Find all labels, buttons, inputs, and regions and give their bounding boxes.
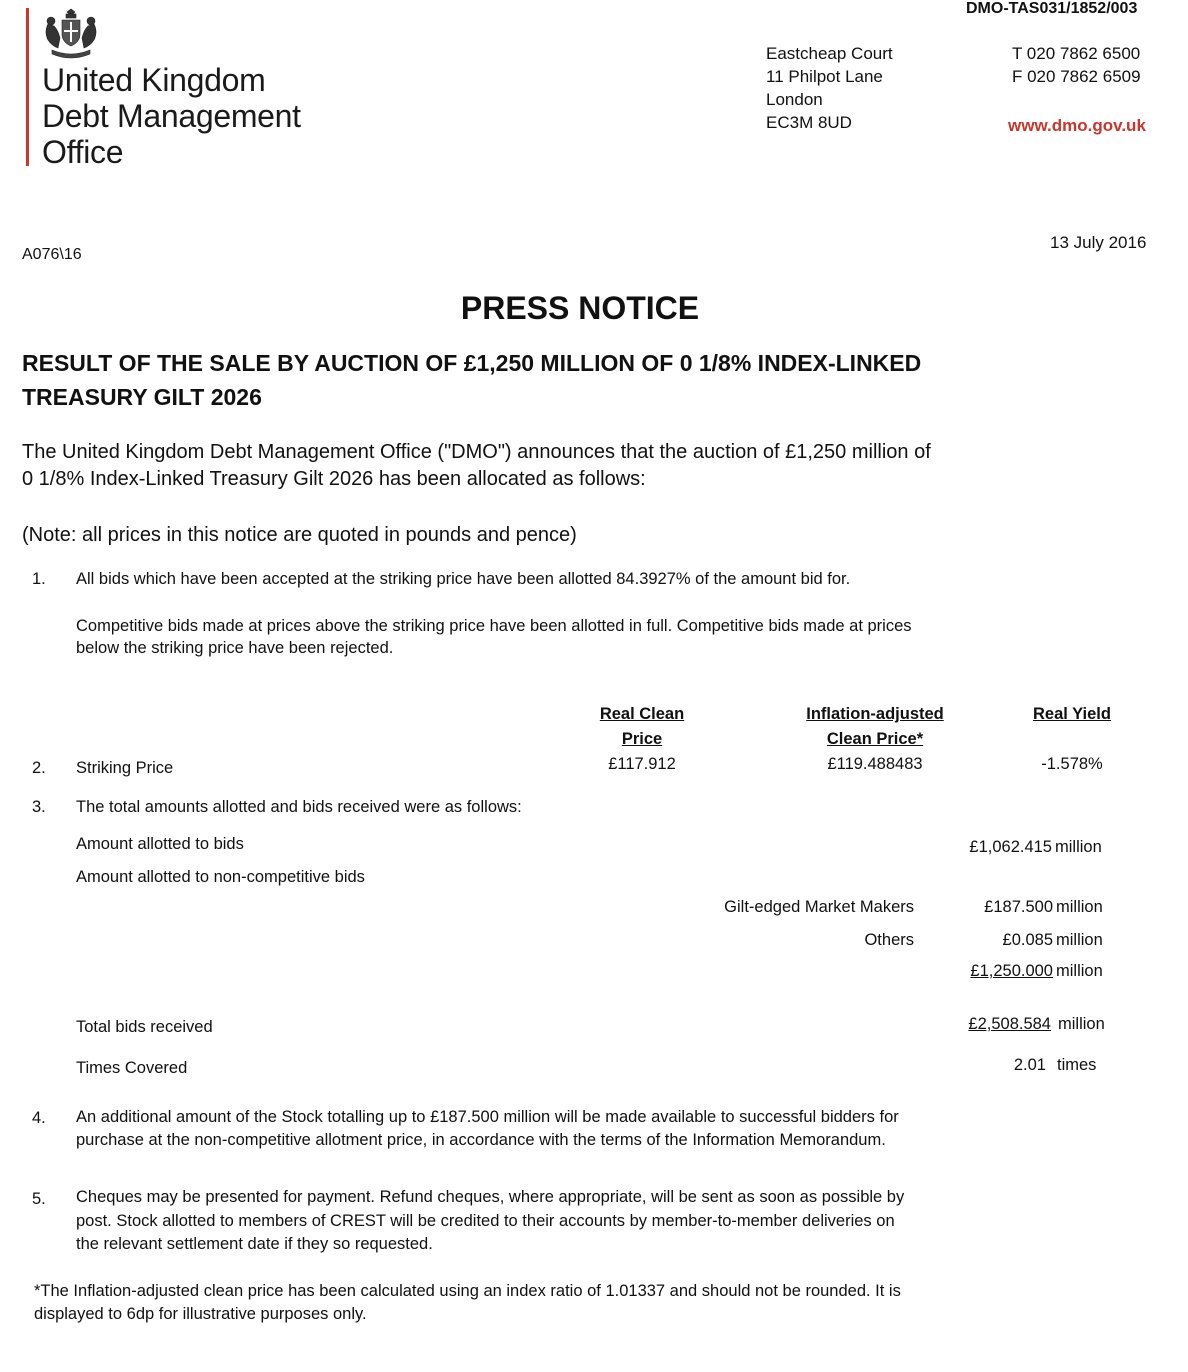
headline-line1: RESULT OF THE SALE BY AUCTION OF £1,250 MILLION OF 0 1/8% INDEX-LINKED — [22, 350, 922, 376]
others-unit: million — [1056, 931, 1103, 949]
gemm-value: £187.500 — [984, 898, 1053, 916]
item1-line3: below the striking price have been rejected. — [76, 639, 394, 657]
item3-label: The total amounts allotted and bids received were as follows: — [76, 798, 522, 816]
price-note: (Note: all prices in this notice are quoted in pounds and pence) — [22, 524, 577, 546]
total-allotted-value: £1,250.000 — [970, 962, 1053, 980]
times-covered-unit: times — [1057, 1056, 1097, 1074]
item2-number: 2. — [32, 759, 46, 777]
website-link[interactable]: www.dmo.gov.uk — [1008, 116, 1146, 135]
total-bids-label: Total bids received — [76, 1018, 213, 1036]
total-bids-unit: million — [1058, 1015, 1105, 1033]
others-value: £0.085 — [1002, 931, 1053, 949]
gemm-unit: million — [1056, 898, 1103, 916]
noncompetitive-label: Amount allotted to non-competitive bids — [76, 868, 365, 886]
telephone: T 020 7862 6500 — [1012, 44, 1141, 63]
headline-line2: TREASURY GILT 2026 — [22, 384, 262, 410]
org-name-line1: United Kingdom — [42, 62, 266, 98]
col-real-clean-price-line2: Price — [621, 730, 663, 748]
footnote-line2: displayed to 6dp for illustrative purposes only. — [34, 1305, 367, 1323]
times-covered-value: 2.01 — [1013, 1056, 1046, 1074]
item4-line1: An additional amount of the Stock totalling up to £187.500 million will be made available to successful bidders for — [76, 1108, 899, 1126]
item3-number: 3. — [32, 798, 46, 816]
address-line3: London — [766, 90, 823, 109]
org-name-line3: Office — [42, 134, 124, 170]
striking-real-yield: -1.578% — [1041, 755, 1103, 773]
allotted-bids-unit: million — [1055, 838, 1102, 856]
item5-number: 5. — [32, 1190, 46, 1208]
item4-line2: purchase at the non-competitive allotment price, in accordance with the terms of the Information Memorandum. — [76, 1131, 886, 1149]
address-line2: 11 Philpot Lane — [766, 67, 883, 86]
page-title: PRESS NOTICE — [460, 290, 700, 326]
royal-coat-of-arms-icon — [40, 8, 102, 64]
total-bids-value: £2,508.584 — [968, 1015, 1051, 1033]
item1-line1: All bids which have been accepted at the striking price have been allotted 84.3927% of the amount bid for. — [76, 570, 851, 588]
total-allotted-unit: million — [1056, 962, 1103, 980]
notice-date: 13 July 2016 — [1050, 233, 1147, 252]
others-label: Others — [864, 931, 914, 949]
striking-real-clean-price: £117.912 — [608, 755, 676, 773]
document-reference: DMO-TAS031/1852/003 — [966, 0, 1138, 17]
item1-line2: Competitive bids made at prices above the striking price have been allotted in full. Competitive bids made at prices — [76, 617, 912, 635]
allotted-bids-value: £1,062.415 — [969, 838, 1052, 856]
item1-number: 1. — [32, 570, 46, 588]
col-inflation-adjusted-line2: Clean Price* — [826, 730, 924, 748]
col-real-clean-price-line1: Real Clean — [599, 705, 685, 723]
item4-number: 4. — [32, 1109, 46, 1127]
gemm-label: Gilt-edged Market Makers — [724, 898, 914, 916]
item5-line2: post. Stock allotted to members of CREST will be credited to their accounts by member-to-member deliveries on — [76, 1212, 895, 1230]
intro-line1: The United Kingdom Debt Management Office ("DMO") announces that the auction of £1,250 million of — [22, 441, 931, 463]
address-line4: EC3M 8UD — [766, 113, 852, 132]
times-covered-label: Times Covered — [76, 1059, 188, 1077]
fax: F 020 7862 6509 — [1012, 67, 1141, 86]
intro-line2: 0 1/8% Index-Linked Treasury Gilt 2026 has been allocated as follows: — [22, 468, 646, 490]
address-line1: Eastcheap Court — [766, 44, 893, 63]
org-name-line2: Debt Management — [42, 98, 301, 134]
item5-line1: Cheques may be presented for payment. Refund cheques, where appropriate, will be sent as soon as possible by — [76, 1188, 905, 1206]
striking-inflation-adjusted-price: £119.488483 — [827, 755, 923, 773]
notice-reference: A076\16 — [22, 246, 82, 263]
footnote-line1: *The Inflation-adjusted clean price has been calculated using an index ratio of 1.01337 and should not be rounded. It is — [34, 1282, 901, 1300]
col-inflation-adjusted-line1: Inflation-adjusted — [806, 705, 944, 723]
logo-red-bar — [26, 8, 29, 166]
striking-price-label: Striking Price — [76, 759, 174, 777]
col-real-yield: Real Yield — [1033, 705, 1111, 723]
item5-line3: the relevant settlement date if they so requested. — [76, 1235, 433, 1253]
allotted-bids-label: Amount allotted to bids — [76, 835, 244, 853]
